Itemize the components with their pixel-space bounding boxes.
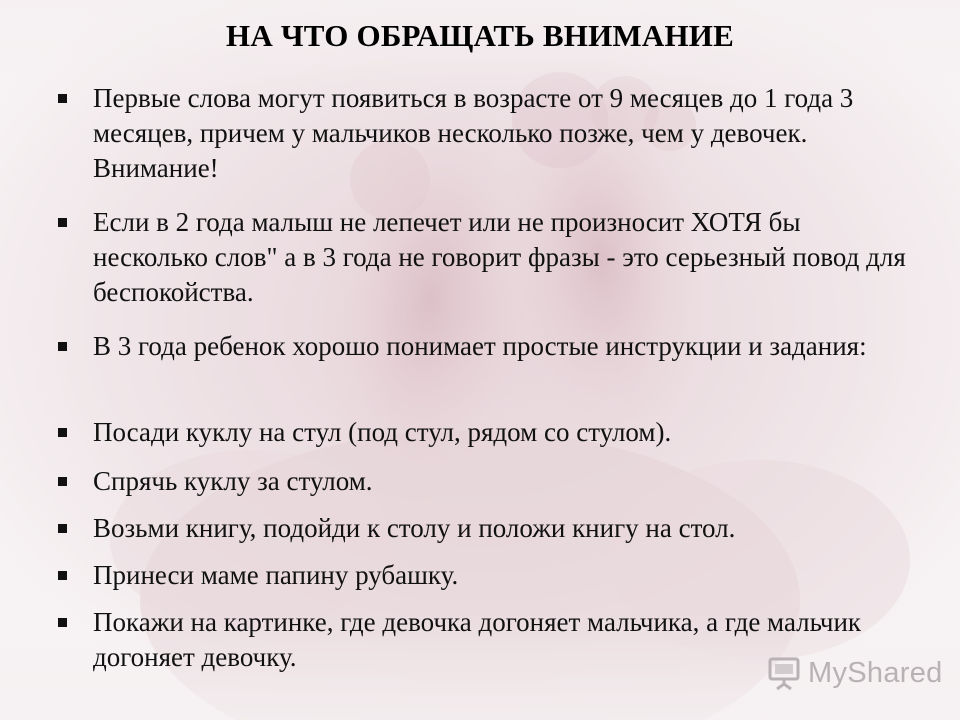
list-item bbox=[58, 558, 918, 593]
bullet-text: Если в 2 года малыш не лепечет или не произносит ХОТЯ бы несколько слов" а в 3 года не говорит фразы - это серьезный повод для беспокойства. bbox=[93, 207, 906, 307]
square-bullet-icon bbox=[58, 618, 67, 627]
bullet-text: Возьми книгу, подойди к столу и положи книгу на стол. bbox=[93, 513, 736, 543]
list-item bbox=[58, 205, 918, 310]
list-item bbox=[58, 81, 918, 186]
square-bullet-icon bbox=[58, 94, 67, 103]
square-bullet-icon bbox=[58, 218, 67, 227]
presentation-board-icon bbox=[766, 656, 802, 692]
bullet-text: В 3 года ребенок хорошо понимает простые инструкции и задания: bbox=[93, 331, 867, 361]
list-item bbox=[58, 511, 918, 546]
list-item bbox=[58, 464, 918, 499]
watermark-text: MyShared bbox=[808, 657, 943, 689]
square-bullet-icon bbox=[58, 571, 67, 580]
square-bullet-icon bbox=[58, 477, 67, 486]
bullet-text: Первые слова могут появиться в возрасте от 9 месяцев до 1 года 3 месяцев, причем у мальчиков несколько позже, чем у девочек. Внимание! bbox=[93, 83, 854, 183]
myshared-watermark bbox=[766, 656, 943, 692]
list-item bbox=[58, 415, 918, 450]
bullet-text: Покажи на картинке, где девочка догоняет мальчика, а где мальчик догоняет девочку. bbox=[93, 607, 862, 672]
slide-title: НА ЧТО ОБРАЩАТЬ ВНИМАНИЕ bbox=[226, 18, 734, 53]
square-bullet-icon bbox=[58, 524, 67, 533]
bullet-text: Спрячь куклу за стулом. bbox=[93, 466, 373, 496]
bullet-text: Посади куклу на стул (под стул, рядом со стулом). bbox=[93, 417, 672, 447]
list-item bbox=[58, 329, 918, 364]
square-bullet-icon bbox=[58, 342, 67, 351]
square-bullet-icon bbox=[58, 428, 67, 437]
bullet-text: Принеси маме папину рубашку. bbox=[93, 560, 459, 590]
